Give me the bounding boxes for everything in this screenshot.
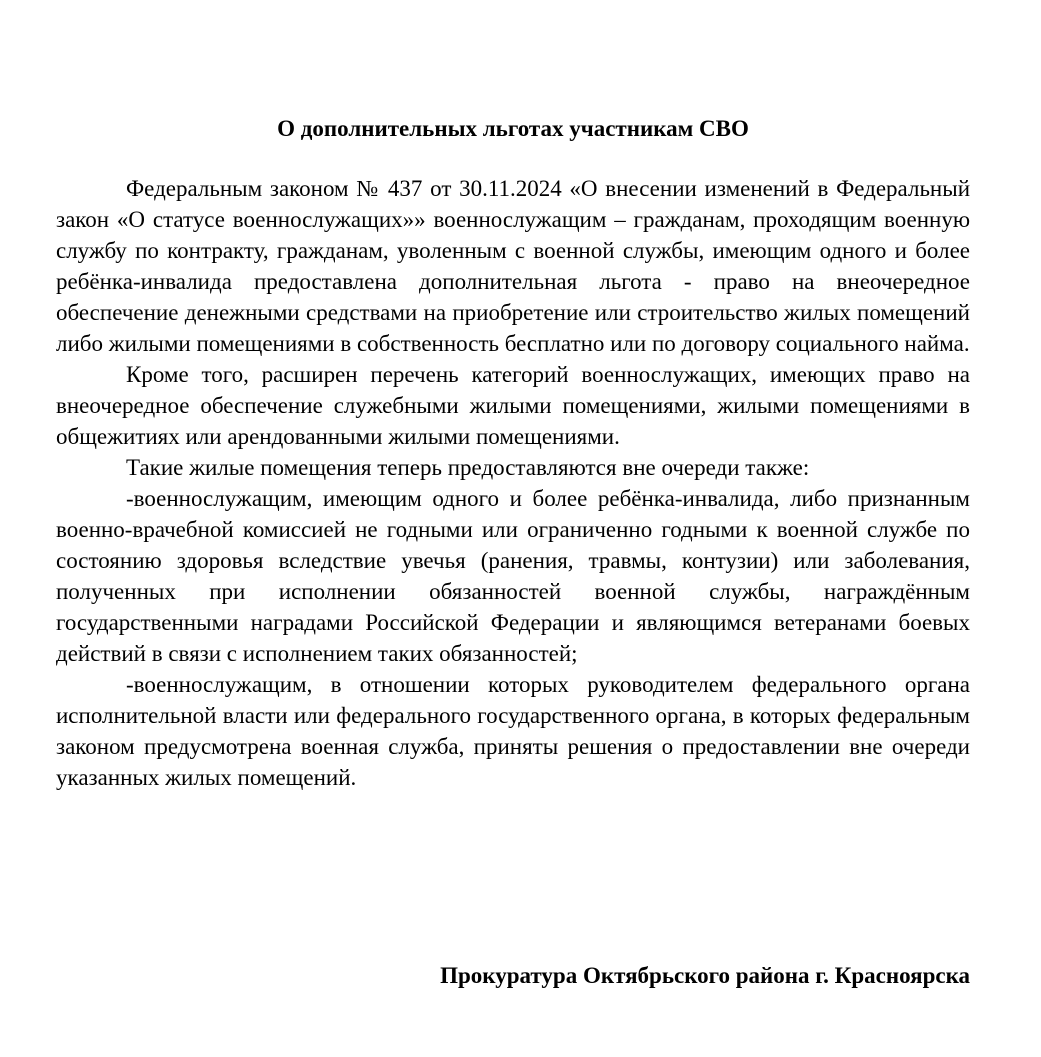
paragraph-list-item-authority-decision: -военнослужащим, в отношении которых руководителем федерального органа исполнительной власти или федерального государственного органа, в которых федеральным законом предусмотрена военная служба, приняты решения о предоставлении вне очереди указанных жилых помещений.	[56, 672, 970, 790]
paragraph-out-of-turn-intro: Такие жилые помещения теперь предоставляются вне очереди также:	[126, 455, 810, 480]
paragraph-law-summary: Федеральным законом № 437 от 30.11.2024 «О внесении изменений в Федеральный закон «О статусе военнослужащих»» военнослужащим – гражданам, проходящим военную службу по контракту, гражданам, уволенным с военной службы, имеющим одного и более ребёнка-инвалида предоставлена дополнительная льгота - право на внеочередное обеспечение денежными средствами на приобретение или строительство жилых помещений либо жилыми помещениями в собственность бесплатно или по договору социального найма.	[56, 176, 970, 356]
paragraph-expanded-categories: Кроме того, расширен перечень категорий военнослужащих, имеющих право на внеочередное обеспечение служебными жилыми помещениями, жилыми помещениями в общежитиях или арендованными жилыми помещениями.	[56, 362, 970, 449]
paragraph-list-item-disabled-child: -военнослужащим, имеющим одного и более ребёнка-инвалида, либо признанным военно-врачебной комиссией не годными или ограниченно годными к военной службе по состоянию здоровья вследствие увечья (ранения, травмы, контузии) или заболевания, полученных при исполнении обязанностей военной службы, награждённым государственными наградами Российской Федерации и являющимся ветеранами боевых действий в связи с исполнением таких обязанностей;	[56, 486, 970, 666]
document-signature: Прокуратура Октябрьского района г. Красноярска	[440, 963, 970, 988]
document-title: О дополнительных льготах участникам СВО	[277, 116, 749, 141]
document-body	[56, 173, 970, 793]
document-page	[56, 0, 970, 1057]
